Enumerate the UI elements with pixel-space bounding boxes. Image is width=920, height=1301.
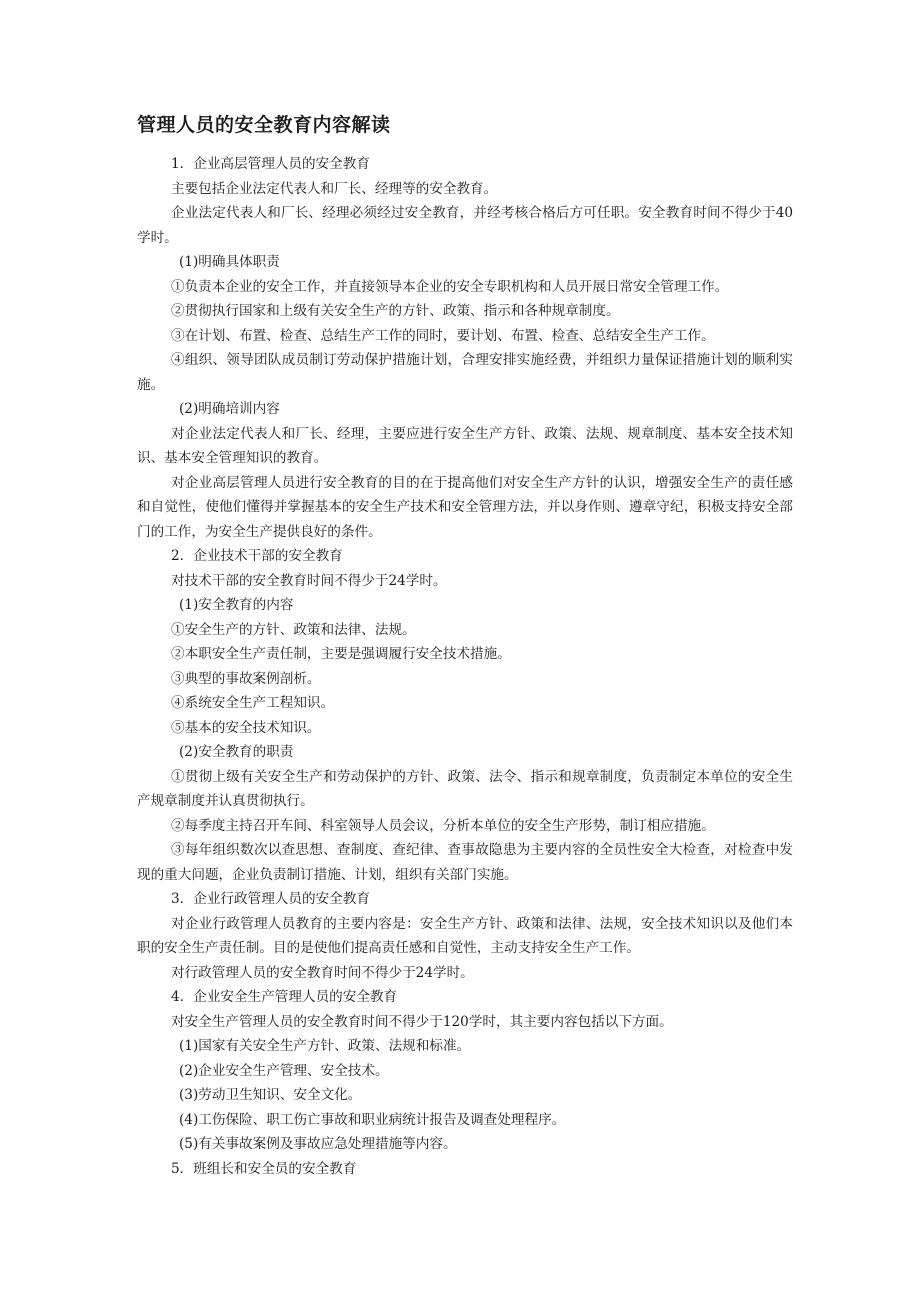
subsection-item: (3)劳动卫生知识、安全文化。: [179, 1087, 362, 1103]
subsection-item: (1)国家有关安全生产方针、政策、法规和标准。: [179, 1038, 471, 1054]
subsection-item: (2)企业安全生产管理、安全技术。: [179, 1062, 389, 1079]
body-paragraph: 企业法定代表人和厂长、经理必须经过安全教育，并经考核合格后方可任职。安全教育时间不得少于40学时。: [137, 205, 793, 246]
body-paragraph: ②每季度主持召开车间、科室领导人员会议，分析本单位的安全生产形势，制订相应措施。: [171, 817, 715, 834]
body-paragraph: 对企业行政管理人员教育的主要内容是：安全生产方针、政策和法律、法规，安全技术知识以及他们本职的安全生产责任制。目的是使他们提高责任感和自觉性，主动支持安全生产工作。: [137, 915, 793, 956]
body-paragraph: ④系统安全生产工程知识。: [171, 695, 335, 711]
body-paragraph: ②本职安全生产责任制，主要是强调履行安全技术措施。: [171, 646, 511, 662]
section-heading: 1．企业高层管理人员的安全教育: [171, 156, 370, 172]
section-heading: 4．企业安全生产管理人员的安全教育: [171, 989, 398, 1005]
body-paragraph: ⑤基本的安全技术知识。: [171, 719, 321, 736]
document-page: [137, 112, 793, 1181]
subsection-item: (4)工伤保险、职工伤亡事故和职业病统计报告及调查处理程序。: [179, 1111, 566, 1128]
subsection-item: (5)有关事故案例及事故应急处理措施等内容。: [179, 1136, 457, 1152]
body-paragraph: ③典型的事故案例剖析。: [171, 670, 321, 687]
subsection-item: (2)明确培训内容: [179, 401, 280, 417]
subsection-item: (2)安全教育的职责: [179, 744, 294, 760]
section-heading: 5．班组长和安全员的安全教育: [171, 1160, 357, 1177]
body-paragraph: ②贯彻执行国家和上级有关安全生产的方针、政策、指示和各种规章制度。: [171, 303, 620, 319]
body-paragraph: ①负责本企业的安全工作，并直接领导本企业的安全专职机构和人员开展日常安全管理工作。: [171, 278, 729, 295]
body-paragraph: 对行政管理人员的安全教育时间不得少于24学时。: [171, 964, 474, 981]
body-paragraph: 对技术干部的安全教育时间不得少于24学时。: [171, 572, 447, 589]
body-paragraph: 对安全生产管理人员的安全教育时间不得少于120学时，其主要内容包括以下方面。: [171, 1013, 673, 1030]
body-paragraph: 对企业法定代表人和厂长、经理，主要应进行安全生产方针、政策、法规、规章制度、基本安全技术知识、基本安全管理知识的教育。: [137, 425, 793, 466]
body-paragraph: ③在计划、布置、检查、总结生产工作的同时，要计划、布置、检查、总结安全生产工作。: [171, 327, 715, 344]
section-heading: 2．企业技术干部的安全教育: [171, 548, 343, 564]
body-paragraph: 对企业高层管理人员进行安全教育的目的在于提高他们对安全生产方针的认识，增强安全生产的责任感和自觉性，使他们懂得并掌握基本的安全生产技术和安全管理方法，并以身作则、遵章守纪，积极支持安全部门的工作，为安全生产提供良好的条件。: [137, 474, 793, 540]
subsection-item: (1)明确具体职责: [179, 254, 280, 270]
section-heading: 3．企业行政管理人员的安全教育: [171, 891, 370, 907]
body-paragraph: 主要包括企业法定代表人和厂长、经理等的安全教育。: [171, 180, 498, 197]
page-title: 管理人员的安全教育内容解读: [137, 114, 391, 136]
body-paragraph: ①贯彻上级有关安全生产和劳动保护的方针、政策、法令、指示和规章制度，负责制定本单位的安全生产规章制度并认真贯彻执行。: [137, 768, 793, 809]
body-paragraph: ③每年组织数次以查思想、查制度、查纪律、查事故隐患为主要内容的全员性安全大检查，对检查中发现的重大问题，企业负责制订措施、计划，组织有关部门实施。: [137, 842, 793, 883]
body-paragraph: ①安全生产的方针、政策和法律、法规。: [171, 621, 416, 638]
subsection-item: (1)安全教育的内容: [179, 597, 294, 613]
body-paragraph: ④组织、领导团队成员制订劳动保护措施计划，合理安排实施经费，并组织力量保证措施计划的顺利实施。: [137, 352, 793, 393]
document-body: [137, 152, 793, 1181]
